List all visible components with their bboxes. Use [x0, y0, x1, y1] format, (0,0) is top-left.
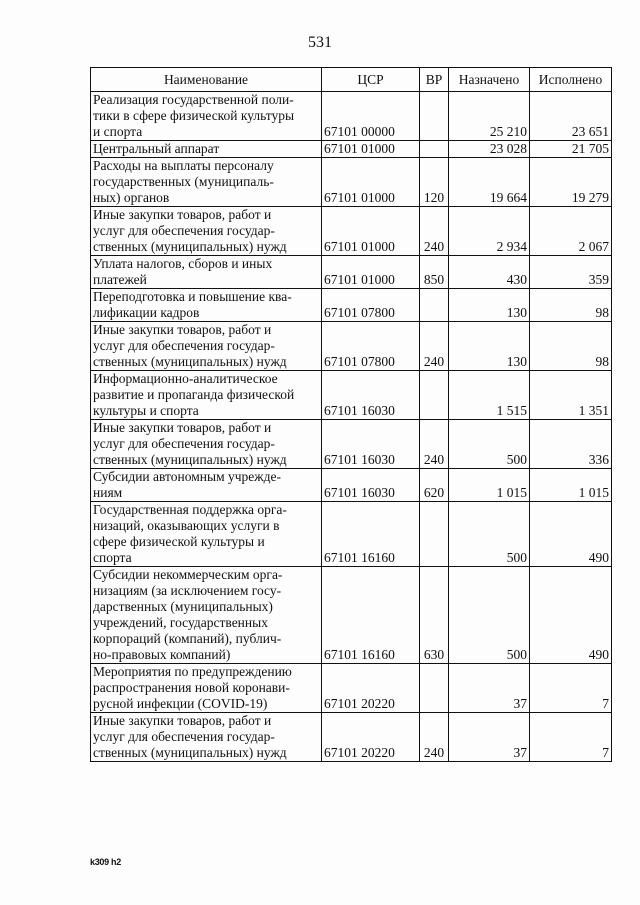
cell-assigned: 37	[449, 664, 530, 713]
cell-csr: 67101 16030	[322, 371, 420, 420]
header-vr: ВР	[420, 68, 449, 92]
cell-vr	[420, 371, 449, 420]
cell-name: Информационно-аналитическое развитие и пропаганда физической культуры и спорта	[91, 371, 322, 420]
cell-executed: 336	[530, 420, 612, 469]
cell-vr	[420, 289, 449, 322]
header-csr: ЦСР	[322, 68, 420, 92]
cell-executed: 490	[530, 567, 612, 664]
cell-assigned: 430	[449, 256, 530, 289]
cell-csr: 67101 07800	[322, 289, 420, 322]
header-assigned: Назначено	[449, 68, 530, 92]
cell-name: Переподготовка и повышение ква- лификации кадров	[91, 289, 322, 322]
cell-assigned: 500	[449, 567, 530, 664]
cell-csr: 67101 16160	[322, 567, 420, 664]
cell-csr: 67101 20220	[322, 664, 420, 713]
cell-assigned: 1 015	[449, 469, 530, 502]
cell-assigned: 500	[449, 502, 530, 567]
cell-assigned: 19 664	[449, 158, 530, 207]
table-row	[91, 567, 612, 664]
cell-csr: 67101 16030	[322, 420, 420, 469]
cell-name: Расходы на выплаты персоналу государственных (муниципаль- ных) органов	[91, 158, 322, 207]
cell-vr: 630	[420, 567, 449, 664]
cell-executed: 490	[530, 502, 612, 567]
cell-vr	[420, 141, 449, 158]
table-row	[91, 469, 612, 502]
table-row	[91, 141, 612, 158]
cell-vr: 240	[420, 207, 449, 256]
cell-name: Центральный аппарат	[91, 141, 322, 158]
cell-csr: 67101 16160	[322, 502, 420, 567]
cell-executed: 359	[530, 256, 612, 289]
table-row	[91, 664, 612, 713]
cell-csr: 67101 01000	[322, 158, 420, 207]
cell-name: Уплата налогов, сборов и иных платежей	[91, 256, 322, 289]
cell-executed: 7	[530, 713, 612, 762]
cell-assigned: 500	[449, 420, 530, 469]
cell-name: Мероприятия по предупреждению распространения новой коронави- русной инфекции (COVID-19)	[91, 664, 322, 713]
cell-executed: 2 067	[530, 207, 612, 256]
cell-vr	[420, 92, 449, 141]
cell-name: Субсидии некоммерческим орга- низациям (за исключением госу- дарственных (муниципальных) учреждений, государственных корпораций (компаний), публич- но-правовых компаний)	[91, 567, 322, 664]
cell-executed: 98	[530, 289, 612, 322]
cell-vr: 240	[420, 420, 449, 469]
table-row	[91, 256, 612, 289]
cell-csr: 67101 16030	[322, 469, 420, 502]
table-row	[91, 371, 612, 420]
cell-name: Иные закупки товаров, работ и услуг для обеспечения государ- ственных (муниципальных) нужд	[91, 713, 322, 762]
table-row	[91, 502, 612, 567]
cell-vr: 850	[420, 256, 449, 289]
cell-vr: 620	[420, 469, 449, 502]
cell-assigned: 2 934	[449, 207, 530, 256]
cell-assigned: 25 210	[449, 92, 530, 141]
cell-assigned: 1 515	[449, 371, 530, 420]
cell-csr: 67101 01000	[322, 141, 420, 158]
cell-csr: 67101 01000	[322, 207, 420, 256]
cell-csr: 67101 01000	[322, 256, 420, 289]
table-row	[91, 289, 612, 322]
cell-assigned: 23 028	[449, 141, 530, 158]
table-body	[91, 92, 612, 762]
cell-vr	[420, 502, 449, 567]
cell-vr: 240	[420, 713, 449, 762]
table-row	[91, 158, 612, 207]
table-header-row	[91, 68, 612, 92]
budget-table	[90, 67, 612, 762]
cell-executed: 98	[530, 322, 612, 371]
cell-executed: 19 279	[530, 158, 612, 207]
cell-assigned: 37	[449, 713, 530, 762]
table-row	[91, 713, 612, 762]
header-executed: Исполнено	[530, 68, 612, 92]
cell-name: Государственная поддержка орга- низаций, оказывающих услуги в сфере физической культуры и спорта	[91, 502, 322, 567]
page-number: 531	[308, 34, 332, 51]
cell-name: Иные закупки товаров, работ и услуг для обеспечения государ- ственных (муниципальных) нужд	[91, 322, 322, 371]
cell-csr: 67101 00000	[322, 92, 420, 141]
cell-csr: 67101 20220	[322, 713, 420, 762]
cell-vr: 120	[420, 158, 449, 207]
cell-name: Иные закупки товаров, работ и услуг для обеспечения государ- ственных (муниципальных) нужд	[91, 420, 322, 469]
table-row	[91, 322, 612, 371]
cell-executed: 1 351	[530, 371, 612, 420]
footer-code: k309 h2	[90, 857, 121, 867]
cell-vr	[420, 664, 449, 713]
cell-name: Реализация государственной поли- тики в сфере физической культуры и спорта	[91, 92, 322, 141]
cell-vr: 240	[420, 322, 449, 371]
cell-executed: 7	[530, 664, 612, 713]
cell-assigned: 130	[449, 289, 530, 322]
cell-executed: 21 705	[530, 141, 612, 158]
cell-name: Иные закупки товаров, работ и услуг для обеспечения государ- ственных (муниципальных) нужд	[91, 207, 322, 256]
table-row	[91, 207, 612, 256]
cell-assigned: 130	[449, 322, 530, 371]
table-row	[91, 92, 612, 141]
header-name: Наименование	[91, 68, 322, 92]
cell-name: Субсидии автономным учрежде- ниям	[91, 469, 322, 502]
cell-executed: 23 651	[530, 92, 612, 141]
cell-csr: 67101 07800	[322, 322, 420, 371]
table-row	[91, 420, 612, 469]
cell-executed: 1 015	[530, 469, 612, 502]
